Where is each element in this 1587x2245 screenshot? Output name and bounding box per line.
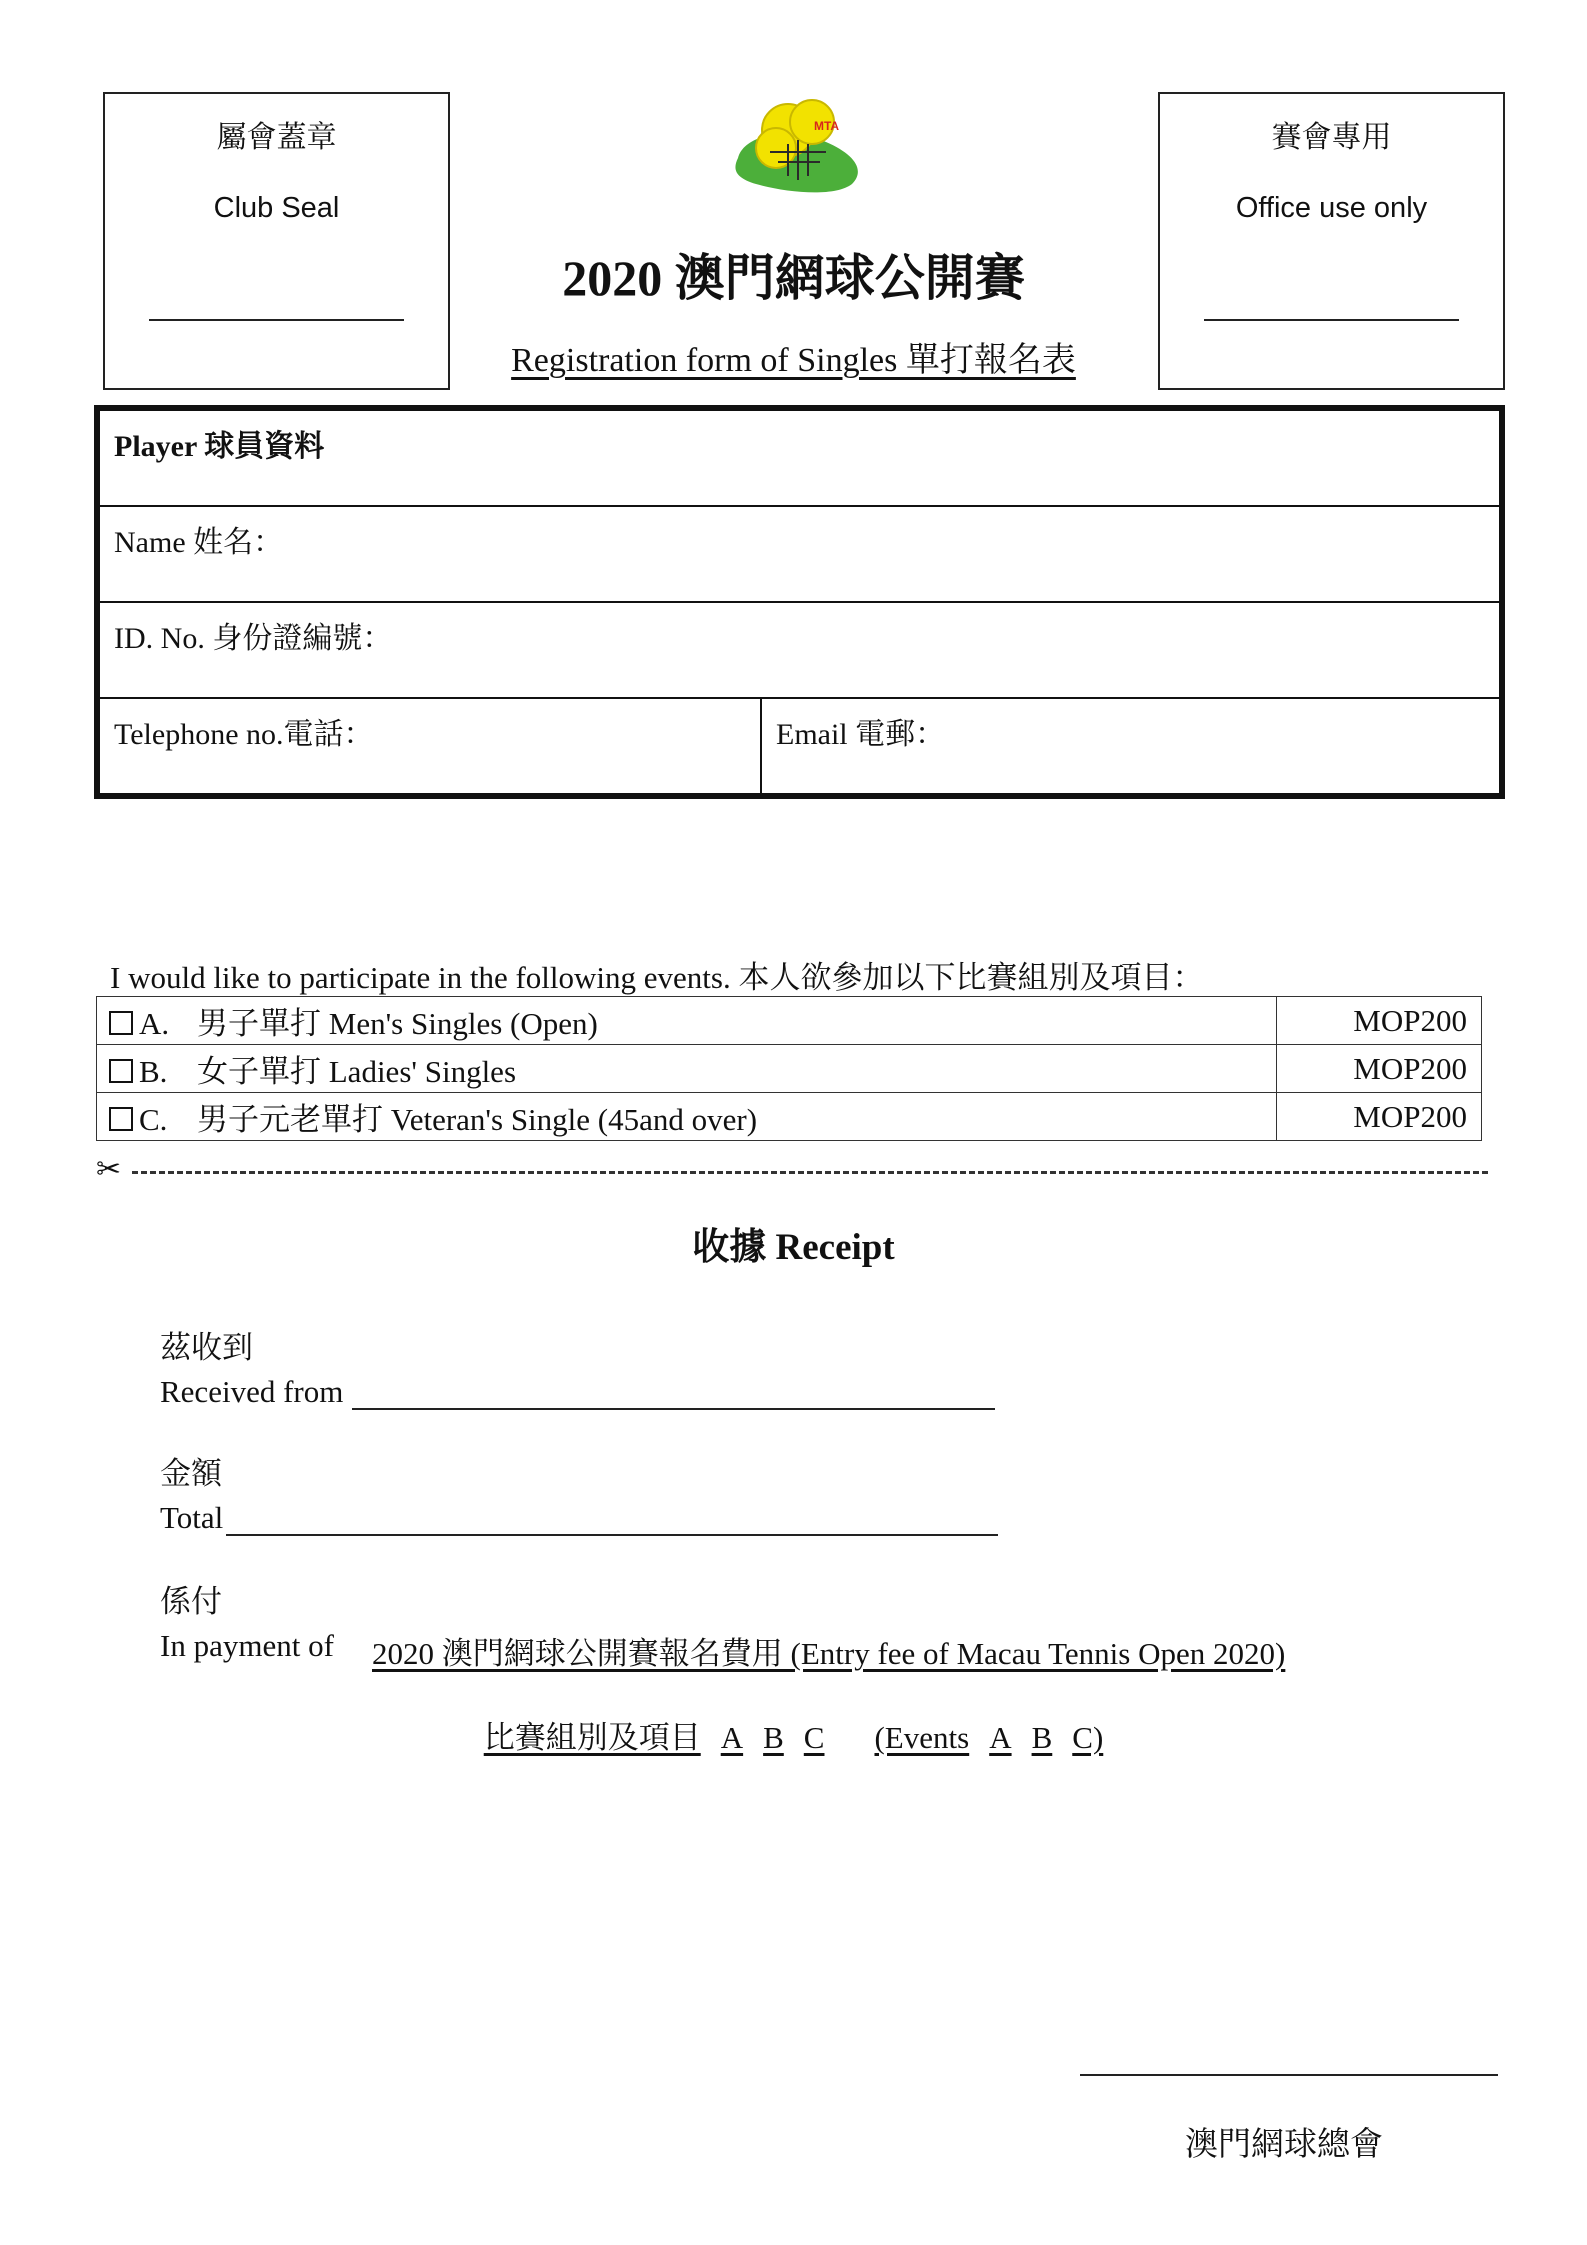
club-seal-signature-line	[149, 319, 404, 321]
event-b-code: B.	[139, 1054, 168, 1089]
events-label-en: (Events	[874, 1720, 970, 1755]
page-subtitle: Registration form of Singles 單打報名表	[511, 342, 1076, 379]
club-seal-label-zh: 屬會蓋章	[216, 120, 337, 155]
office-use-label-en: Office use only	[1235, 192, 1428, 224]
payment-label-zh: 係付	[160, 1584, 222, 1620]
participate-instruction: I would like to participate in the following events. 本人欲參加以下比賽組別及項目：	[110, 960, 1204, 995]
events-selection-line	[0, 1712, 1587, 1757]
event-a-fee: MOP200	[1277, 997, 1482, 1045]
event-c-name: 男子元老單打 Veteran's Single (45and over)	[197, 1102, 758, 1137]
cut-line	[96, 1152, 1488, 1192]
office-use-signature-line	[1204, 319, 1459, 321]
event-letter-c-en: C)	[1072, 1720, 1104, 1755]
id-number-field[interactable]	[97, 602, 1502, 698]
total-label-zh: 金額	[160, 1456, 222, 1492]
event-letter-b-en: B	[1031, 1720, 1053, 1755]
telephone-field[interactable]	[97, 698, 761, 796]
name-label: Name 姓名：	[114, 526, 284, 559]
player-info-table	[94, 405, 1505, 799]
email-field[interactable]	[761, 698, 1502, 796]
signature-line[interactable]	[1080, 2074, 1498, 2076]
name-field[interactable]	[97, 506, 1502, 602]
event-letter-a: A	[720, 1720, 744, 1755]
event-row	[97, 1093, 1482, 1141]
payment-label-en: In payment of	[160, 1628, 334, 1663]
payment-description: 2020 澳門網球公開賽報名費用 (Entry fee of Macau Tennis Open 2020)	[372, 1636, 1286, 1671]
organization-name: 澳門網球總會	[1185, 2124, 1383, 2163]
event-b-name: 女子單打 Ladies' Singles	[197, 1054, 517, 1089]
club-seal-label-en: Club Seal	[213, 192, 340, 224]
association-logo	[730, 96, 870, 196]
event-letter-c: C	[803, 1720, 825, 1755]
event-b-fee: MOP200	[1277, 1045, 1482, 1093]
event-c-fee: MOP200	[1277, 1093, 1482, 1141]
logo-text: MTA	[814, 119, 840, 133]
event-c-checkbox[interactable]	[109, 1107, 133, 1131]
received-label-zh: 茲收到	[160, 1330, 253, 1366]
event-a-code: A.	[139, 1006, 170, 1041]
event-letter-a-en: A	[989, 1720, 1012, 1755]
event-row	[97, 1045, 1482, 1093]
event-option-c[interactable]	[97, 1093, 1277, 1141]
id-number-label: ID. No. 身份證編號：	[114, 622, 393, 655]
received-label-en: Received from	[160, 1374, 344, 1409]
office-use-label-zh: 賽會專用	[1271, 120, 1392, 155]
event-a-checkbox[interactable]	[109, 1011, 133, 1035]
event-option-b[interactable]	[97, 1045, 1277, 1093]
player-heading: Player 球員資料	[97, 408, 1502, 506]
total-label-en: Total	[160, 1500, 224, 1535]
event-letter-b: B	[763, 1720, 784, 1755]
event-option-a[interactable]	[97, 997, 1277, 1045]
total-line[interactable]	[226, 1534, 998, 1536]
scissors-icon: ✂	[96, 1152, 122, 1187]
receipt-title: 收據 Receipt	[692, 1227, 895, 1268]
event-a-name: 男子單打 Men's Singles (Open)	[197, 1006, 598, 1041]
email-label: Email 電郵：	[776, 718, 946, 751]
event-c-code: C.	[139, 1102, 168, 1137]
event-b-checkbox[interactable]	[109, 1059, 133, 1083]
events-label-zh: 比賽組別及項目	[483, 1720, 701, 1755]
events-table	[96, 996, 1482, 1141]
page-title: 2020 澳門網球公開賽	[562, 250, 1025, 306]
event-row	[97, 997, 1482, 1045]
telephone-label: Telephone no.電話：	[114, 718, 374, 751]
dashed-divider	[132, 1171, 1488, 1174]
received-from-line[interactable]	[352, 1408, 995, 1410]
